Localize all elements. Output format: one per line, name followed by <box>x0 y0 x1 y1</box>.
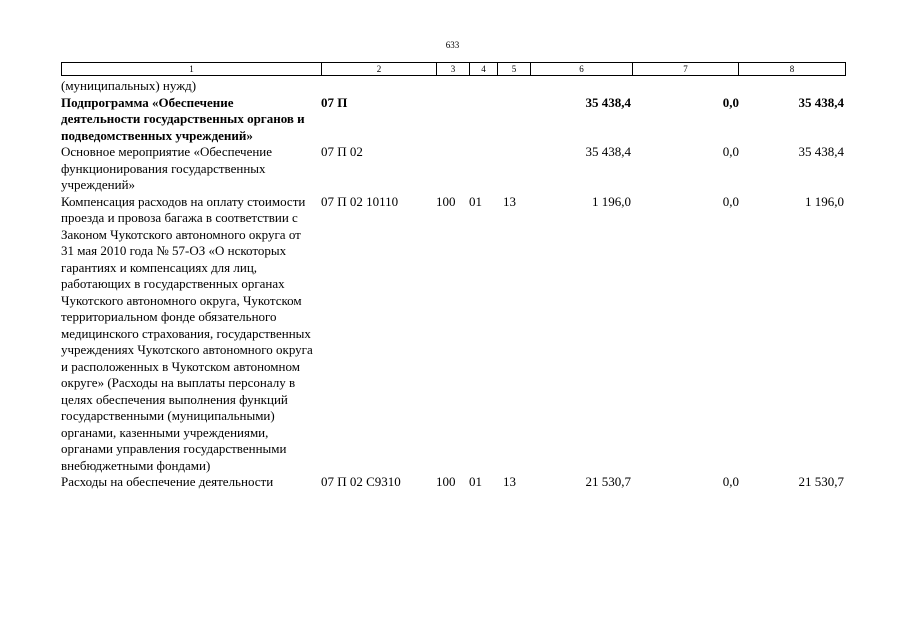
row-target-code: 07 П 02 С9310 <box>321 474 401 489</box>
page-number: 633 <box>445 40 460 50</box>
row-regional: 35 438,4 <box>798 94 844 110</box>
row-name: Подпрограмма «Обеспечение деятельности государственных органов и подведомственных учреждений» <box>61 94 305 143</box>
header-col-2: 2 <box>322 63 437 75</box>
header-col-1: 1 <box>62 63 322 75</box>
row-name: Компенсация расходов на оплату стоимости проезда и провоза багажа в соответствии с Законом Чукотского автономного округа от 31 мая 2010 года № 57-ОЗ «О нскоторых гарантиях и компенсациях для лиц, работающих в государственных органах Чукотского автономного округа, Чукотском территориальном фонде обязательного медицинского страхования, государственных учреждениях Чукотского автономного округа и расположенных в Чукотском автономном округе» (Расходы на выплаты персоналу в целях обеспечения выполнения функций государственными (муниципальными) органами, казенными учреждениями, органами управления государственными внебюджетными фондами) <box>61 193 313 473</box>
header-col-3: 3 <box>437 63 470 75</box>
row-total: 35 438,4 <box>585 94 631 110</box>
row-expense-type: 100 <box>436 193 456 209</box>
row-total: 1 196,0 <box>592 193 631 209</box>
table-body <box>61 78 846 491</box>
row-subsection: 13 <box>503 474 516 489</box>
row-name: Основное мероприятие «Обеспечение функционирования государственных учреждений» <box>61 144 273 192</box>
row-federal: 0,0 <box>722 193 739 209</box>
row-total: 21 530,7 <box>585 474 631 489</box>
row-expense-type: 100 <box>436 474 456 489</box>
table-row <box>61 194 846 475</box>
header-col-6: 6 <box>531 63 633 75</box>
table-row <box>61 474 846 491</box>
row-subsection: 13 <box>503 193 516 209</box>
table-row <box>61 78 846 95</box>
row-regional: 21 530,7 <box>798 474 844 489</box>
header-col-5: 5 <box>498 63 531 75</box>
row-regional: 1 196,0 <box>805 193 844 209</box>
row-name: Расходы на обеспечение деятельности <box>61 474 274 489</box>
row-section: 01 <box>469 474 482 489</box>
row-target-code: 07 П <box>321 94 348 110</box>
table-header-row <box>61 62 846 76</box>
row-target-code: 07 П 02 10110 <box>321 193 399 209</box>
row-federal: 0,0 <box>722 144 739 159</box>
row-total: 35 438,4 <box>585 144 631 159</box>
row-target-code: 07 П 02 <box>321 144 363 159</box>
row-name: (муниципальных) нужд) <box>61 78 197 93</box>
header-col-8: 8 <box>789 64 795 74</box>
header-col-4: 4 <box>470 63 498 75</box>
table-row <box>61 95 846 145</box>
row-federal: 0,0 <box>722 94 739 110</box>
row-section: 01 <box>469 193 482 209</box>
table-row <box>61 144 846 194</box>
row-federal: 0,0 <box>722 474 739 489</box>
header-col-7: 7 <box>633 63 739 75</box>
row-regional: 35 438,4 <box>798 144 844 159</box>
